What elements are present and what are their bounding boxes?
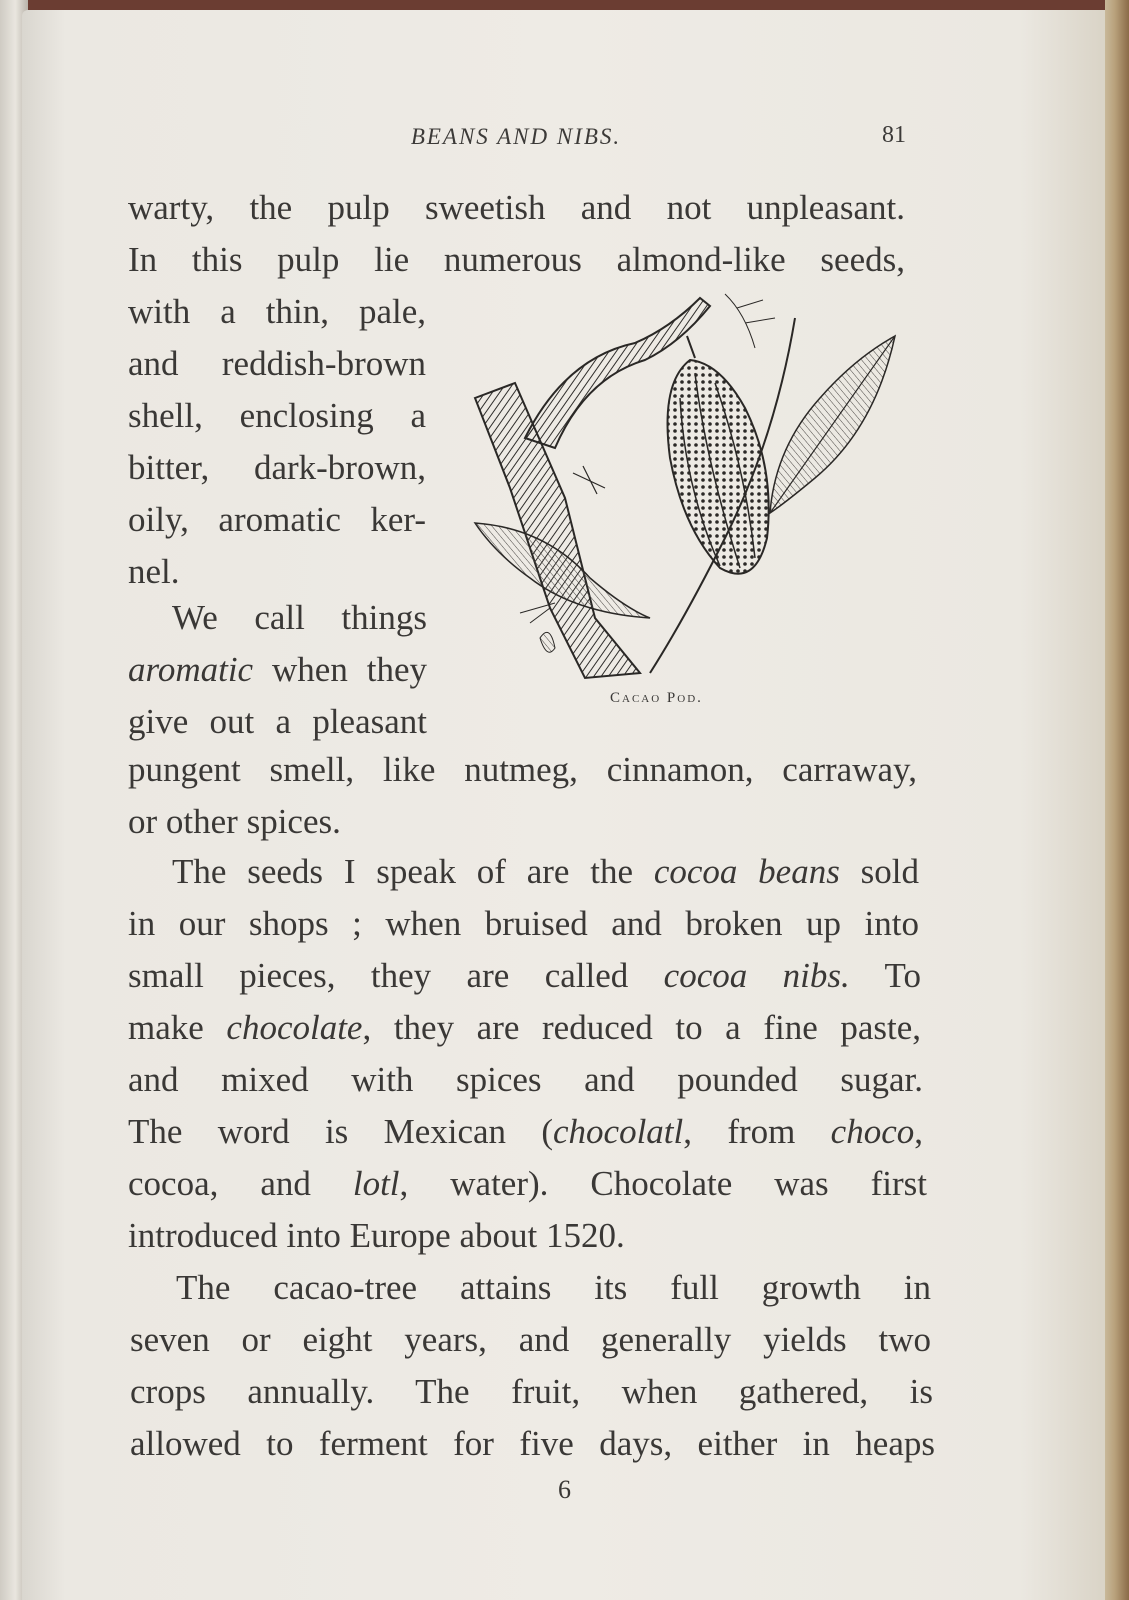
text-run: , they are reduced to a fine paste, [362, 1008, 921, 1047]
text-run: when they [253, 650, 427, 689]
italic-term: lotl [352, 1164, 400, 1203]
text-line: or other spices. [128, 802, 341, 841]
text-line: and mixed with spices and pounded sugar. [128, 1060, 923, 1099]
text-run: sold [839, 852, 919, 891]
text-line: and reddish-brown [128, 344, 426, 383]
text-line: pungent smell, like nutmeg, cinnamon, carraway, [128, 750, 917, 789]
text-run: , from [683, 1112, 831, 1151]
italic-term: chocolatl [553, 1112, 684, 1151]
signature-mark: 6 [558, 1475, 571, 1504]
text-line: shell, enclosing a [128, 396, 426, 435]
text-line [128, 1158, 927, 1210]
text-run: The seeds I speak of are the [172, 852, 654, 891]
page-edges-right [1105, 0, 1129, 1600]
italic-term: choco [830, 1112, 915, 1151]
text-line: bitter, dark-brown, [128, 448, 426, 487]
text-line: We call things [172, 598, 427, 637]
text-line: In this pulp lie numerous almond-like seeds, [128, 240, 905, 279]
text-line: allowed to ferment for five days, either in heaps [130, 1424, 935, 1463]
running-head: BEANS AND NIBS. [410, 124, 622, 149]
text-line [128, 644, 427, 696]
text-line: give out a pleasant [128, 702, 427, 741]
text-line: warty, the pulp sweetish and not unpleasant. [128, 188, 905, 227]
page-number: 81 [882, 122, 906, 148]
italic-term: cocoa nibs. [663, 956, 850, 995]
italic-term: aromatic [128, 650, 254, 689]
text-run: , water). Chocolate was first [399, 1164, 928, 1203]
text-run: The word is Mexican ( [128, 1112, 554, 1151]
text-line: with a thin, pale, [128, 292, 426, 331]
text-line: in our shops ; when bruised and broken up into [128, 904, 919, 943]
text-line: oily, aromatic ker- [128, 500, 426, 539]
italic-term: cocoa beans [653, 852, 840, 891]
text-line [128, 1002, 921, 1054]
text-line: The cacao-tree attains its full growth in [176, 1268, 931, 1307]
text-run: To [849, 956, 921, 995]
text-line: crops annually. The fruit, when gathered, is [130, 1372, 933, 1411]
text-run: small pieces, they are called [128, 956, 664, 995]
cacao-pod-engraving [455, 288, 915, 688]
flower-bud [540, 632, 555, 652]
page-header [126, 118, 906, 158]
text-line [128, 1106, 923, 1158]
text-line [172, 846, 919, 898]
figure-caption: Cacao Pod. [610, 690, 703, 706]
text-run: , [914, 1112, 923, 1151]
text-line: introduced into Europe about 1520. [128, 1216, 625, 1255]
text-line: seven or eight years, and generally yields two [130, 1320, 931, 1359]
text-run: cocoa, and [128, 1164, 353, 1203]
text-line: nel. [128, 552, 180, 591]
text-run: make [128, 1008, 227, 1047]
text-line [128, 950, 921, 1002]
italic-term: chocolate [226, 1008, 363, 1047]
